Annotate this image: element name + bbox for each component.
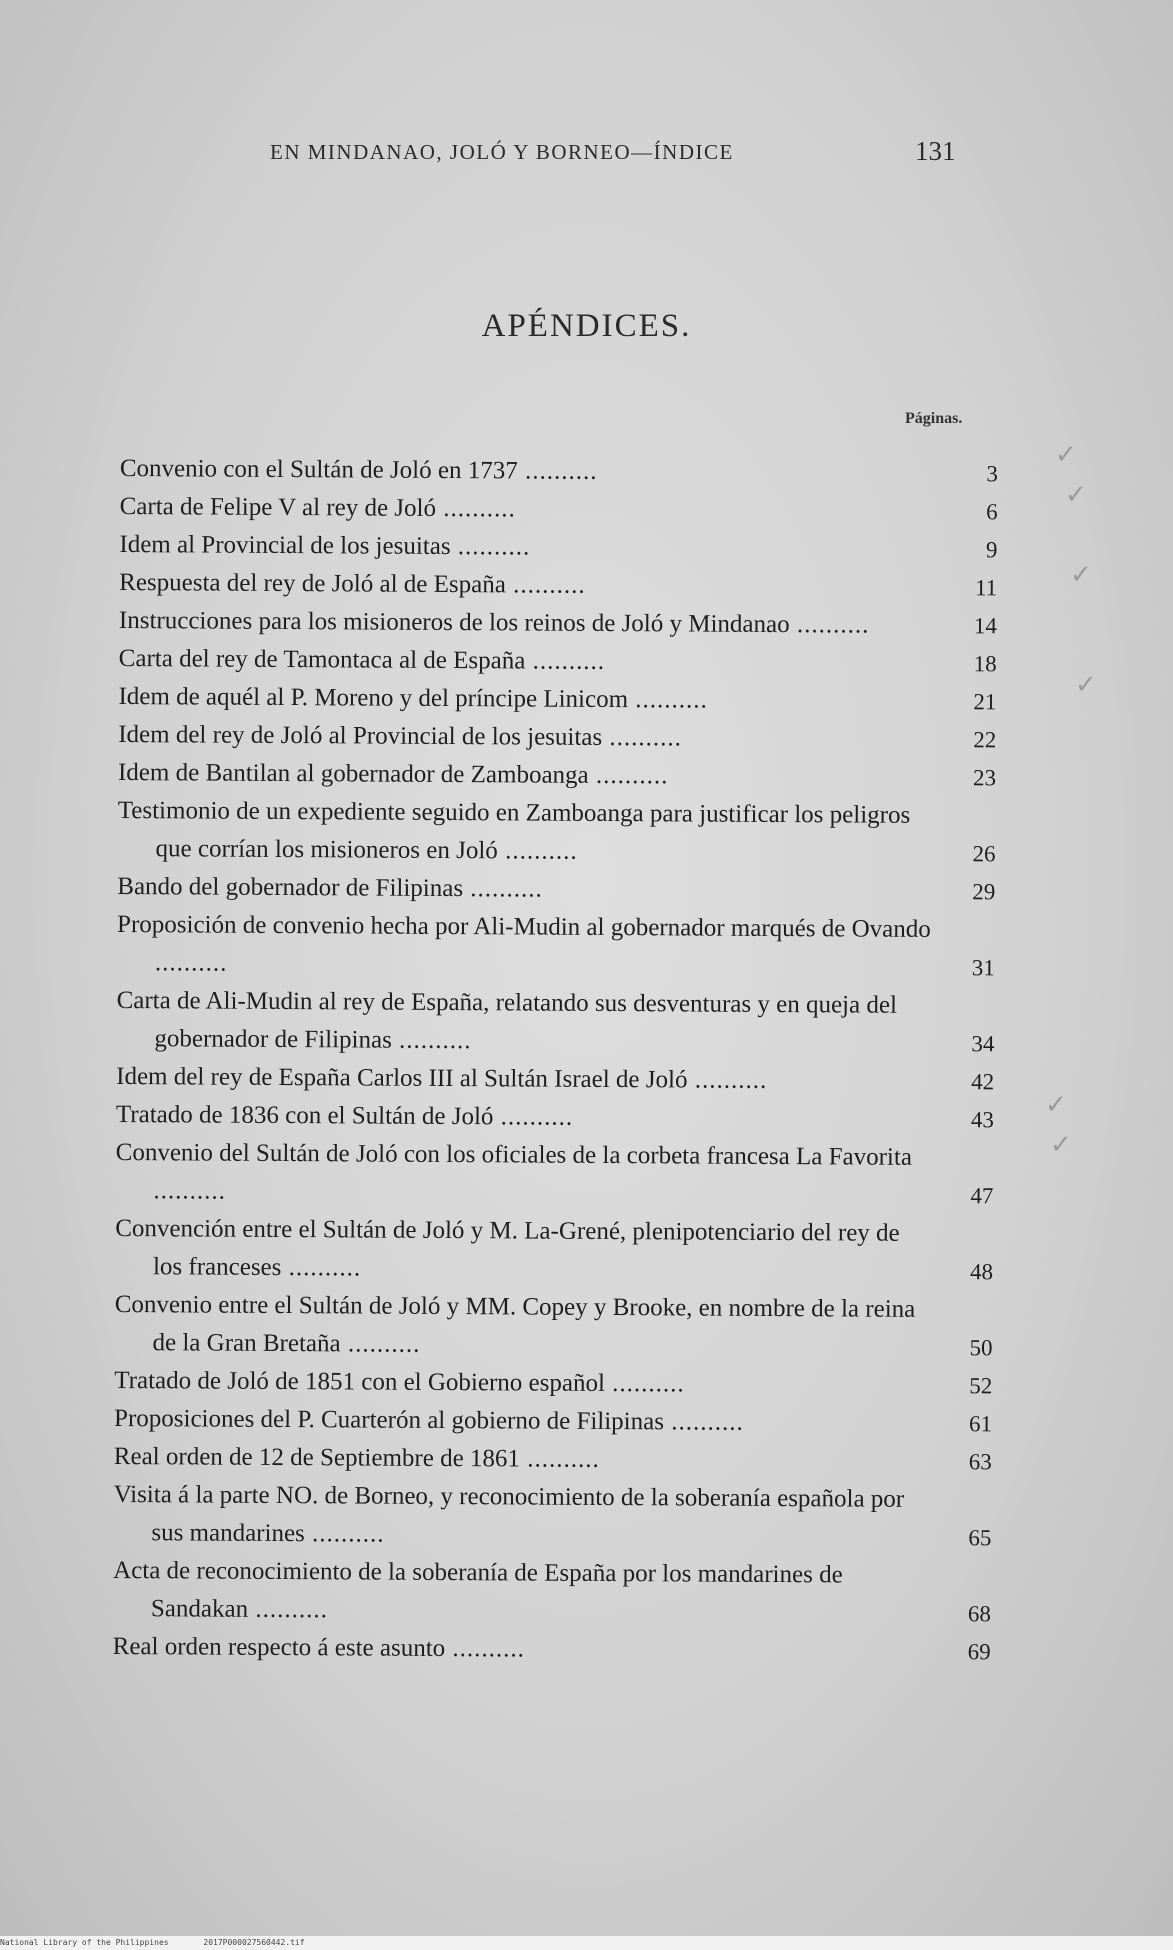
toc-entry	[114, 1400, 1004, 1443]
leader-dots: ..........	[627, 686, 708, 714]
toc-entry-page: 69	[967, 1639, 991, 1665]
toc-entry-title: Idem de Bantilan al gobernador de Zamboanga ..........	[117, 758, 669, 790]
toc-entry	[119, 564, 1009, 607]
toc-entry	[115, 1210, 1005, 1291]
running-head-title: EN MINDANAO, JOLÓ Y BORNEO—ÍNDICE	[270, 140, 734, 164]
page-number: 131	[915, 136, 956, 166]
toc-entry	[113, 1552, 1003, 1633]
leader-dots: ..........	[525, 647, 606, 675]
toc-entry-title: Real orden respecto á este asunto ..........	[112, 1632, 526, 1663]
toc-entry-title: Tratado de 1836 con el Sultán de Joló ..........	[115, 1100, 574, 1131]
leader-dots: ..........	[154, 949, 228, 977]
pencil-check-mark: ✓	[1050, 1130, 1072, 1160]
toc-entry-title: Visita á la parte NO. de Borneo, y reconocimiento de la soberanía española por sus mandarines ..........	[113, 1480, 905, 1548]
toc-entry-page: 31	[971, 955, 995, 981]
leader-dots: ..........	[281, 1254, 362, 1282]
toc-entry	[118, 754, 1008, 797]
toc-entry-page: 48	[969, 1259, 994, 1285]
toc-entry-title: Testimonio de un expediente seguido en Zamboanga para justificar los peligros que corrían los misioneros en Joló ..........	[117, 796, 911, 865]
leader-dots: ..........	[450, 533, 531, 561]
toc-entry-page: 3	[986, 461, 998, 487]
toc-entry-page: 34	[971, 1031, 995, 1057]
leader-dots: ..........	[153, 1177, 227, 1205]
toc-entry-page: 47	[970, 1183, 994, 1209]
toc-entry	[117, 792, 1007, 873]
toc-entry-page: 21	[973, 689, 997, 715]
leader-dots: ..........	[602, 723, 683, 752]
pencil-check-mark: ✓	[1070, 560, 1092, 590]
toc-entry	[113, 1476, 1003, 1557]
toc-entry-page: 43	[970, 1107, 995, 1133]
toc-entry	[113, 1628, 1003, 1671]
toc-entry-page: 52	[969, 1373, 993, 1399]
toc-entry-page: 18	[973, 651, 997, 677]
toc-entry	[116, 982, 1006, 1063]
toc-entry-title: Carta de Ali-Mudin al rey de España, relatando sus desventuras y en queja del gobernador de Filipinas ..........	[116, 986, 898, 1055]
toc-entry	[120, 450, 1010, 493]
toc-entry-title: Carta de Felipe V al rey de Joló ..........	[119, 492, 516, 523]
toc-entry-title: Real orden de 12 de Septiembre de 1861 ..........	[113, 1442, 600, 1473]
toc-entry-page: 65	[968, 1525, 992, 1551]
leader-dots: ..........	[663, 1408, 744, 1436]
toc-entry-title: Proposiciones del P. Cuarterón al gobierno de Filipinas ..........	[114, 1404, 744, 1436]
toc-entry-title: Tratado de Joló de 1851 con el Gobierno español ..........	[114, 1366, 685, 1398]
leader-dots: ..........	[505, 571, 586, 599]
toc-entry-page: 42	[971, 1069, 995, 1095]
toc-entry	[119, 602, 1009, 645]
toc-entry-page: 29	[972, 879, 996, 905]
toc-entry-title: Bando del gobernador de Filipinas ..........	[117, 872, 543, 903]
toc-entry-page: 23	[972, 765, 997, 791]
pencil-check-mark: ✓	[1045, 1090, 1067, 1120]
leader-dots: ..........	[248, 1595, 328, 1624]
toc-entry	[115, 1134, 1005, 1215]
toc-entry	[119, 640, 1009, 683]
toc-entry	[114, 1362, 1004, 1405]
toc-entry	[114, 1286, 1004, 1367]
toc-entry	[118, 716, 1008, 759]
toc-entry-title: Idem de aquél al P. Moreno y del príncipe Linicom ..........	[118, 682, 708, 714]
toc-entry-page: 6	[986, 499, 998, 525]
toc-entry-page: 61	[968, 1411, 993, 1437]
toc-entry	[116, 1058, 1006, 1101]
pages-column-header: Páginas.	[905, 410, 963, 427]
footer-id: 2017P000027560442.tif	[203, 1938, 305, 1947]
toc-entry	[117, 868, 1007, 911]
table-of-contents	[113, 450, 1010, 1671]
toc-entry-title: Acta de reconocimiento de la soberanía de España por los mandarines de Sandakan ..........	[113, 1556, 843, 1624]
toc-entry-title: Convención entre el Sultán de Joló y M. La-Grené, plenipotenciario del rey de los franceses ..........	[115, 1214, 900, 1282]
toc-entry-title: Convenio del Sultán de Joló con los oficiales de la corbeta francesa La Favorita ..........	[115, 1138, 913, 1205]
toc-entry-title: Convenio entre el Sultán de Joló y MM. Copey y Brooke, en nombre de la reina de la Gran Bretaña ..........	[114, 1290, 916, 1358]
toc-entry-title: Respuesta del rey de Joló al de España ..........	[119, 568, 586, 599]
toc-entry	[118, 678, 1008, 721]
toc-entry-page: 50	[969, 1335, 993, 1361]
leader-dots: ..........	[463, 875, 543, 903]
leader-dots: ..........	[304, 1520, 385, 1548]
toc-entry-title: Idem del rey de España Carlos III al Sultán Israel de Joló ..........	[116, 1062, 768, 1094]
pencil-check-mark: ✓	[1065, 480, 1087, 510]
toc-entry-title: Instrucciones para los misioneros de los reinos de Joló y Mindanao ..........	[118, 606, 870, 639]
toc-entry	[117, 906, 1007, 987]
leader-dots: ..........	[687, 1066, 768, 1094]
footer-library: National Library of the Philippines	[0, 1938, 169, 1947]
toc-entry-title: Carta del rey de Tamontaca al de España ..........	[118, 644, 606, 675]
pencil-check-mark: ✓	[1055, 440, 1077, 470]
leader-dots: ..........	[604, 1369, 685, 1398]
toc-entry	[119, 526, 1009, 569]
leader-dots: ..........	[519, 1445, 600, 1473]
leader-dots: ..........	[588, 761, 669, 790]
leader-dots: ..........	[789, 611, 870, 639]
toc-entry-page: 11	[974, 575, 998, 601]
toc-entry-page: 9	[985, 537, 998, 563]
toc-entry-title: Convenio con el Sultán de Joló en 1737 ..........	[119, 454, 598, 485]
leader-dots: ..........	[517, 457, 598, 485]
leader-dots: ..........	[493, 1103, 574, 1131]
pencil-check-mark: ✓	[1075, 670, 1097, 700]
leader-dots: ..........	[391, 1026, 472, 1055]
leader-dots: ..........	[445, 1635, 526, 1663]
leader-dots: ..........	[497, 837, 578, 865]
toc-entry	[116, 1096, 1006, 1139]
toc-entry	[120, 488, 1010, 531]
leader-dots: ..........	[435, 494, 516, 523]
toc-entry	[114, 1438, 1004, 1481]
toc-entry-title: Idem al Provincial de los jesuitas ..........	[119, 530, 531, 561]
toc-entry-page: 14	[973, 613, 998, 639]
section-heading: APÉNDICES.	[481, 308, 692, 344]
toc-entry-page: 26	[972, 841, 996, 867]
scan-footer	[0, 1936, 1173, 1950]
toc-entry-title: Proposición de convenio hecha por Ali-Mudin al gobernador marqués de Ovando ..........	[117, 910, 931, 977]
toc-entry-page: 22	[973, 727, 997, 753]
toc-entry-page: 68	[967, 1601, 991, 1627]
toc-entry-page: 63	[968, 1449, 992, 1475]
leader-dots: ..........	[340, 1330, 421, 1358]
toc-entry-title: Idem del rey de Joló al Provincial de los jesuitas ..........	[118, 720, 683, 752]
